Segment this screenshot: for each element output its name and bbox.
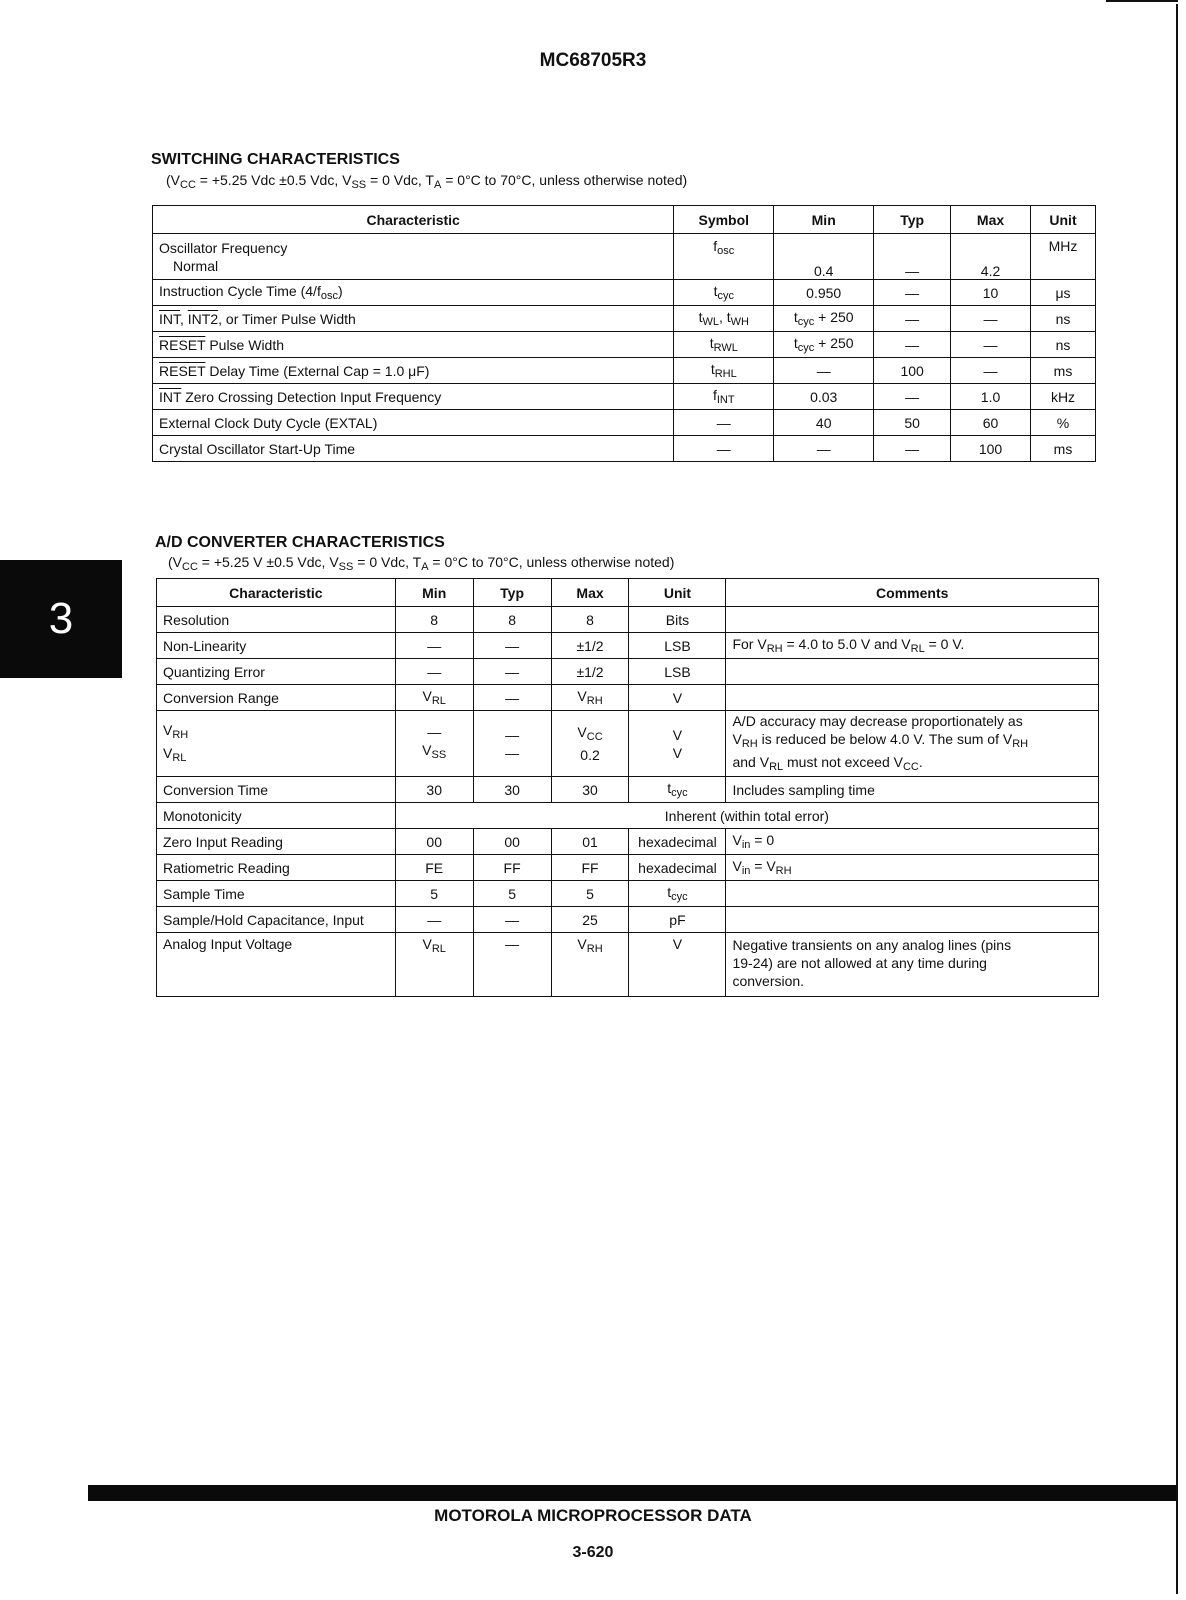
cell-typ: 5: [473, 881, 551, 907]
cell-characteristic: Analog Input Voltage: [157, 933, 396, 997]
table-row: [157, 907, 1099, 933]
cell-unit: $t_{cyc}$: [629, 777, 726, 803]
cell-max: 30: [551, 777, 629, 803]
cell-min: 5: [395, 881, 473, 907]
cell-max: 1.0: [951, 384, 1031, 410]
cell-min: $V_{RL}$: [395, 685, 473, 711]
cell-unit: hexadecimal: [629, 829, 726, 855]
cell-characteristic: Sample/Hold Capacitance, Input: [157, 907, 396, 933]
cell-characteristic: Instruction Cycle Time $(4/f_{osc})$: [153, 280, 674, 306]
cell-characteristic: Conversion Range: [157, 685, 396, 711]
cell-typ: —: [874, 280, 951, 306]
cell-unit: LSB: [629, 633, 726, 659]
cell-unit: Bits: [629, 607, 726, 633]
cell-max: $V_{RH}$: [551, 933, 629, 997]
cell-typ: 00: [473, 829, 551, 855]
cell-max: 100: [951, 436, 1031, 462]
cell-unit: V: [629, 933, 726, 997]
cell-min: 0.03: [774, 384, 874, 410]
cell-characteristic: Crystal Oscillator Start-Up Time: [153, 436, 674, 462]
cell-unit: ms: [1031, 436, 1096, 462]
col-unit: Unit: [1031, 206, 1096, 234]
cell-min: 00: [395, 829, 473, 855]
cell-max: 4.2: [951, 234, 1031, 280]
cell-unit: $t_{cyc}$: [629, 881, 726, 907]
ad-table: [156, 578, 1099, 997]
ad-conditions: ($V_{CC} = +5.25$ V ±0.5 Vdc, $V_{SS} = 0$ Vdc, $T_A = 0^\circ C$ to 70°C, unless otherwise noted): [168, 554, 675, 573]
cell-unit: hexadecimal: [629, 855, 726, 881]
table-row: [157, 777, 1099, 803]
table-row: [157, 829, 1099, 855]
table-row: [153, 384, 1096, 410]
cell-min: —: [774, 436, 874, 462]
cell-unit: ns: [1031, 306, 1096, 332]
col-characteristic: Characteristic: [153, 206, 674, 234]
cell-unit: LSB: [629, 659, 726, 685]
cell-typ: —: [874, 436, 951, 462]
cell-max: $V_{CC}$ 0.2: [551, 711, 629, 777]
switching-table: [152, 205, 1096, 462]
page-number: 3-620: [572, 1544, 614, 1561]
col-characteristic: Characteristic: [157, 579, 396, 607]
col-min: Min: [395, 579, 473, 607]
section-tab: [0, 560, 122, 678]
cell-max: 60: [951, 410, 1031, 436]
cell-span: Inherent (within total error): [395, 803, 1098, 829]
table-header-row: [157, 579, 1099, 607]
cell-typ: 50: [874, 410, 951, 436]
cell-unit: %: [1031, 410, 1096, 436]
cell-characteristic: Ratiometric Reading: [157, 855, 396, 881]
col-typ: Typ: [874, 206, 951, 234]
cell-min: 30: [395, 777, 473, 803]
cell-typ: 100: [874, 358, 951, 384]
cell-typ: —: [473, 933, 551, 997]
cell-characteristic: Monotonicity: [157, 803, 396, 829]
table-row: [157, 633, 1099, 659]
table-row: [153, 280, 1096, 306]
cell-comments: [726, 685, 1099, 711]
cell-min: FE: [395, 855, 473, 881]
table-row: [157, 607, 1099, 633]
cell-characteristic: Non-Linearity: [157, 633, 396, 659]
cell-comments: [726, 607, 1099, 633]
cell-typ: —: [874, 234, 951, 280]
cell-characteristic: $\overline{INT}$, INT2, or Timer Pulse Width: [153, 306, 674, 332]
cell-unit: kHz: [1031, 384, 1096, 410]
cell-typ: —: [874, 332, 951, 358]
cell-comments: $V_{in} = V_{RH}$: [726, 855, 1099, 881]
cell-max: —: [951, 358, 1031, 384]
cell-characteristic: Quantizing Error: [157, 659, 396, 685]
corner-rule: [1106, 0, 1178, 8]
cell-min: 8: [395, 607, 473, 633]
cell-symbol: —: [674, 410, 774, 436]
col-max: Max: [951, 206, 1031, 234]
table-header-row: [153, 206, 1096, 234]
cell-symbol: $f_{osc}$: [674, 234, 774, 280]
cell-max: FF: [551, 855, 629, 881]
switching-conditions: ($V_{CC} = +5.25$ Vdc ±0.5 Vdc, $V_{SS} = 0$ Vdc, $T_A = 0^\circ C$ to 70°C, unless otherwise noted): [166, 172, 688, 191]
cell-max: 25: [551, 907, 629, 933]
table-row: [153, 306, 1096, 332]
cell-symbol: $t_{RWL}$: [674, 332, 774, 358]
cell-min: —: [774, 358, 874, 384]
cell-symbol: $t_{RHL}$: [674, 358, 774, 384]
table-row: [157, 881, 1099, 907]
footer-bar: [88, 1485, 1176, 1501]
cell-characteristic: Resolution: [157, 607, 396, 633]
cell-characteristic: Oscillator Frequency Normal: [153, 234, 674, 280]
section-tab-number: 3: [48, 594, 74, 643]
cell-characteristic: External Clock Duty Cycle (EXTAL): [153, 410, 674, 436]
cell-unit: V V: [629, 711, 726, 777]
cell-characteristic: Sample Time: [157, 881, 396, 907]
cell-symbol: $t_{cyc}$: [674, 280, 774, 306]
cell-typ: FF: [473, 855, 551, 881]
right-edge-rule: [1176, 4, 1178, 1594]
cell-min: —: [395, 659, 473, 685]
cell-characteristic: RESET Delay Time (External Cap = 1.0 μF): [153, 358, 674, 384]
cell-max: —: [951, 332, 1031, 358]
col-typ: Typ: [473, 579, 551, 607]
cell-typ: — —: [473, 711, 551, 777]
cell-max: $V_{RH}$: [551, 685, 629, 711]
table-row: [157, 803, 1099, 829]
cell-characteristic: $V_{RH}$ $V_{RL}$: [157, 711, 396, 777]
cell-min: — $V_{SS}$: [395, 711, 473, 777]
cell-comments: $V_{in} = 0$: [726, 829, 1099, 855]
cell-min: —: [395, 907, 473, 933]
cell-comments: For $V_{RH} = 4.0$ to 5.0 V and $V_{RL} = 0$ V.: [726, 633, 1099, 659]
table-row: [153, 234, 1096, 280]
switching-title: SWITCHING CHARACTERISTICS: [151, 151, 400, 168]
cell-max: ±1/2: [551, 633, 629, 659]
cell-typ: 30: [473, 777, 551, 803]
table-row: [153, 332, 1096, 358]
table-row: [157, 855, 1099, 881]
table-row: [157, 711, 1099, 777]
cell-min: 0.4: [774, 234, 874, 280]
cell-unit: ns: [1031, 332, 1096, 358]
cell-max: 10: [951, 280, 1031, 306]
cell-max: 01: [551, 829, 629, 855]
cell-max: 5: [551, 881, 629, 907]
table-row: [157, 685, 1099, 711]
page-title: MC68705R3: [539, 50, 647, 71]
table-row: [157, 933, 1099, 997]
cell-typ: 8: [473, 607, 551, 633]
table-row: [153, 410, 1096, 436]
col-max: Max: [551, 579, 629, 607]
cell-characteristic: RESET Pulse Width: [153, 332, 674, 358]
cell-min: $t_{cyc} + 250$: [774, 332, 874, 358]
cell-characteristic: $\overline{INT}$ Zero Crossing Detection Input Frequency: [153, 384, 674, 410]
cell-comments: A/D accuracy may decrease proportionately as $V_{RH}$ is reduced be below 4.0 V. The sum of $V_{RH}$ and $V_{RL}$ must not exceed $V_{CC}$.: [726, 711, 1099, 777]
table-row: [153, 436, 1096, 462]
cell-comments: Includes sampling time: [726, 777, 1099, 803]
cell-comments: [726, 907, 1099, 933]
cell-unit: V: [629, 685, 726, 711]
cell-symbol: —: [674, 436, 774, 462]
table-row: [157, 659, 1099, 685]
table-row: [153, 358, 1096, 384]
ad-title: A/D CONVERTER CHARACTERISTICS: [155, 534, 445, 551]
col-symbol: Symbol: [674, 206, 774, 234]
cell-typ: —: [473, 685, 551, 711]
col-min: Min: [774, 206, 874, 234]
cell-min: $t_{cyc} + 250$: [774, 306, 874, 332]
cell-min: —: [395, 633, 473, 659]
cell-typ: —: [874, 306, 951, 332]
cell-unit: MHz: [1031, 234, 1096, 280]
cell-max: 8: [551, 607, 629, 633]
col-comments: Comments: [726, 579, 1099, 607]
cell-min: 0.950: [774, 280, 874, 306]
cell-max: —: [951, 306, 1031, 332]
cell-unit: μs: [1031, 280, 1096, 306]
cell-unit: pF: [629, 907, 726, 933]
cell-typ: —: [874, 384, 951, 410]
cell-unit: ms: [1031, 358, 1096, 384]
col-unit: Unit: [629, 579, 726, 607]
cell-min: 40: [774, 410, 874, 436]
cell-min: $V_{RL}$: [395, 933, 473, 997]
cell-comments: Negative transients on any analog lines (pins 19-24) are not allowed at any time during conversion.: [726, 933, 1099, 997]
footer-title: MOTOROLA MICROPROCESSOR DATA: [434, 1506, 752, 1525]
cell-comments: [726, 659, 1099, 685]
cell-typ: —: [473, 659, 551, 685]
cell-typ: —: [473, 907, 551, 933]
cell-symbol: $f_{INT}$: [674, 384, 774, 410]
cell-max: ±1/2: [551, 659, 629, 685]
cell-characteristic: Conversion Time: [157, 777, 396, 803]
cell-symbol: $t_{WL}$, $t_{WH}$: [674, 306, 774, 332]
cell-typ: —: [473, 633, 551, 659]
cell-characteristic: Zero Input Reading: [157, 829, 396, 855]
cell-comments: [726, 881, 1099, 907]
